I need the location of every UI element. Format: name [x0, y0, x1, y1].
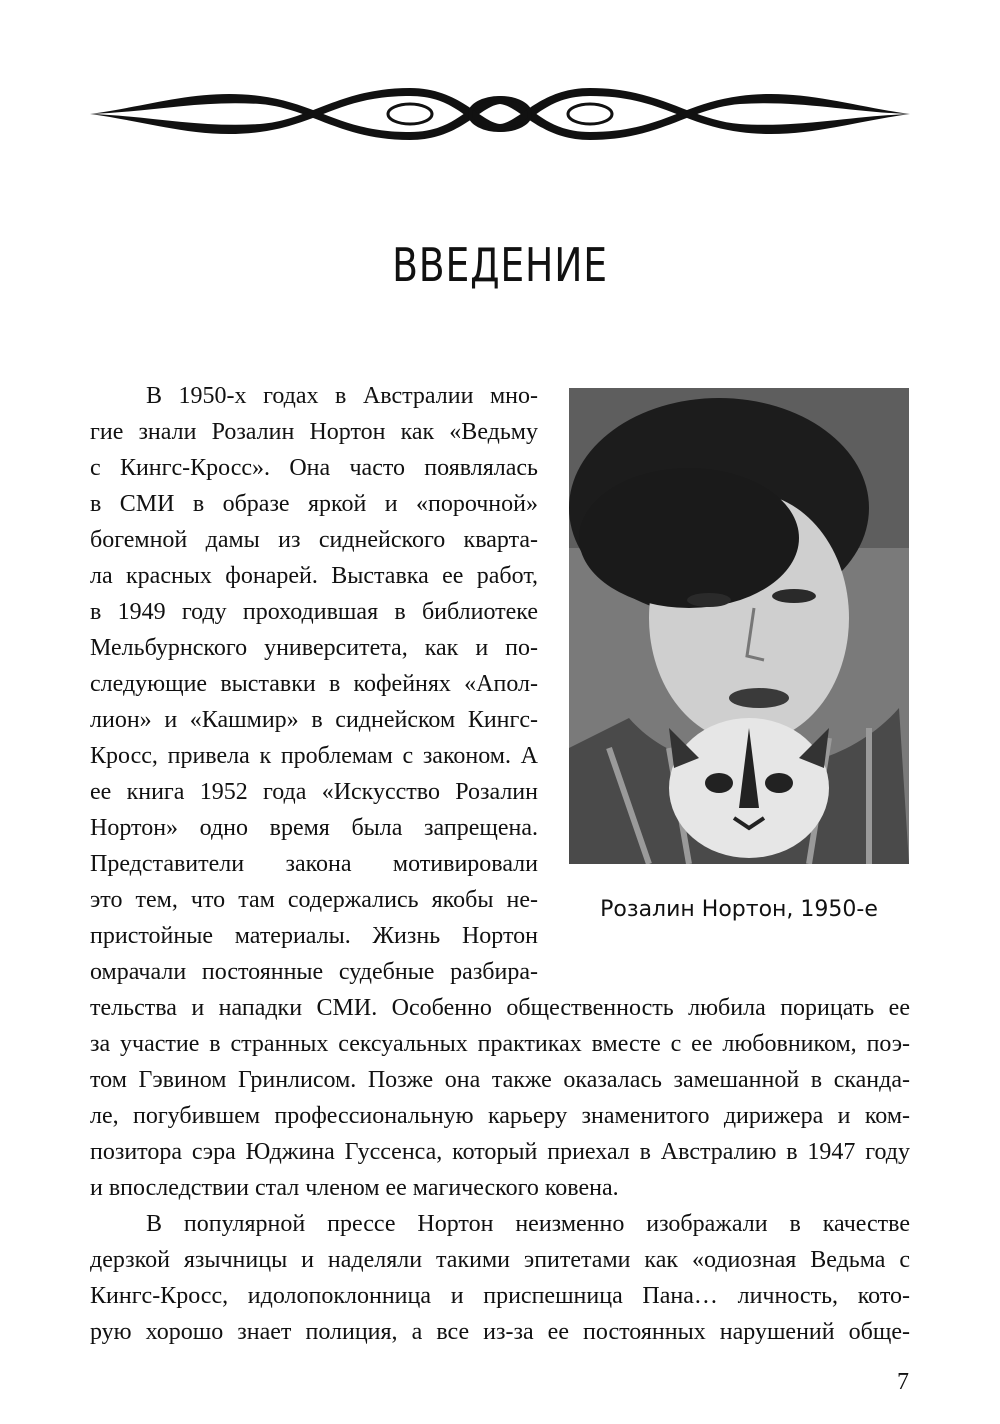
text-line: Кросс, привела к проблемам с законом. А	[90, 743, 538, 769]
text-line: и впоследствии стал членом ее магического ковена.	[90, 1175, 619, 1201]
text-line: В популярной прессе Нортон неизменно изображали в качестве	[146, 1211, 910, 1237]
text-line: лион» и «Кашмир» в сиднейском Кингс-	[90, 707, 538, 733]
text-line: за участие в странных сексуальных практиках вместе с ее любовником, поэ-	[90, 1031, 910, 1057]
text-line: гие знали Розалин Нортон как «Ведьму	[90, 419, 538, 445]
text-line: пристойные материалы. Жизнь Нортон	[90, 923, 538, 949]
text-line: Нортон» одно время была запрещена.	[90, 815, 538, 841]
text-line: Представители закона мотивировали	[90, 851, 538, 877]
text-line: В 1950-х годах в Австралии мно-	[146, 383, 538, 409]
text-line: тельства и нападки СМИ. Особенно общественность любила порицать ее	[90, 995, 910, 1021]
text-line: следующие выставки в кофейнях «Апол-	[90, 671, 538, 697]
text-line: том Гэвином Гринлисом. Позже она также оказалась замешанной в сканда-	[90, 1067, 910, 1093]
text-line: омрачали постоянные судебные разбира-	[90, 959, 538, 985]
text-line: рую хорошо знает полиция, а все из-за ее постоянных нарушений обще-	[90, 1319, 910, 1345]
portrait-photo	[569, 388, 909, 864]
text-line: богемной дамы из сиднейского кварта-	[90, 527, 538, 553]
chapter-title: ВВЕДЕНИЕ	[392, 238, 608, 292]
page-number: 7	[897, 1369, 909, 1395]
text-line: позитора сэра Юджина Гуссенса, который приехал в Австралию в 1947 году	[90, 1139, 910, 1165]
text-line: в СМИ в образе яркой и «порочной»	[90, 491, 538, 517]
text-line: Мельбурнского университета, как и по-	[90, 635, 538, 661]
text-line: это тем, что там содержались якобы не-	[90, 887, 538, 913]
text-line: ле, погубившем профессиональную карьеру знаменитого дирижера и ком-	[90, 1103, 910, 1129]
text-line: в 1949 году проходившая в библиотеке	[90, 599, 538, 625]
text-line: дерзкой язычницы и наделяли такими эпитетами как «одиозная Ведьма с	[90, 1247, 910, 1273]
decorative-ornament-divider	[90, 78, 910, 150]
text-line: ла красных фонарей. Выставка ее работ,	[90, 563, 538, 589]
text-line: ее книга 1952 года «Искусство Розалин	[90, 779, 538, 805]
photo-caption: Розалин Нортон, 1950-е	[600, 897, 878, 922]
portrait-photo-graphic	[569, 388, 909, 864]
text-line: Кингс-Кросс, идолопоклонница и приспешница Пана… личность, кото-	[90, 1283, 910, 1309]
text-line: с Кингс-Кросс». Она часто появлялась	[90, 455, 538, 481]
